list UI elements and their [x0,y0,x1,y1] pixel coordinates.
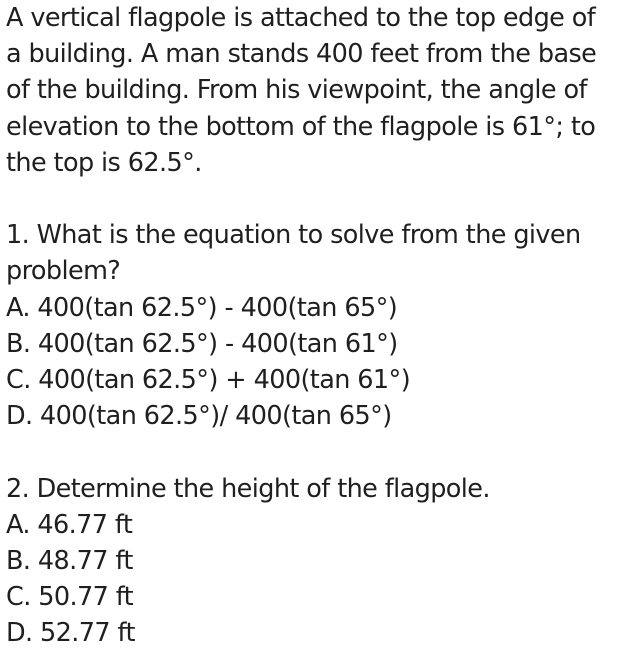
question-1-option-a: A. 400(tan 62.5°) - 400(tan 65°) [6,292,398,323]
problem-line: the top is 62.5°. [6,147,202,178]
problem-statement [6,0,641,181]
question-2-option-a: A. 46.77 ft [6,509,133,540]
problem-line: of the building. From his viewpoint, the angle of [6,75,587,106]
question-2-option-b: B. 48.77 ft [6,546,133,577]
paragraph-gap [6,181,641,217]
question-2-option-c: C. 50.77 ft [6,582,134,613]
problem-line: A vertical flagpole is attached to the top edge of [6,3,596,33]
question-2-prompt: 2. Determine the height of the flagpole. [6,473,490,504]
question-1 [6,217,641,434]
question-1-prompt: problem? [6,256,121,287]
question-1-option-c: C. 400(tan 62.5°) + 400(tan 61°) [6,365,411,396]
question-1-option-b: B. 400(tan 62.5°) - 400(tan 61°) [6,328,398,359]
paragraph-gap [6,434,641,470]
question-2-option-d: D. 52.77 ft [6,618,135,649]
question-1-prompt: 1. What is the equation to solve from the given [6,220,581,251]
question-2 [6,471,641,652]
problem-line: a building. A man stands 400 feet from the base [6,39,597,70]
problem-line: elevation to the bottom of the flagpole is 61°; to [6,111,596,142]
question-1-option-d: D. 400(tan 62.5°)/ 400(tan 65°) [6,401,392,432]
